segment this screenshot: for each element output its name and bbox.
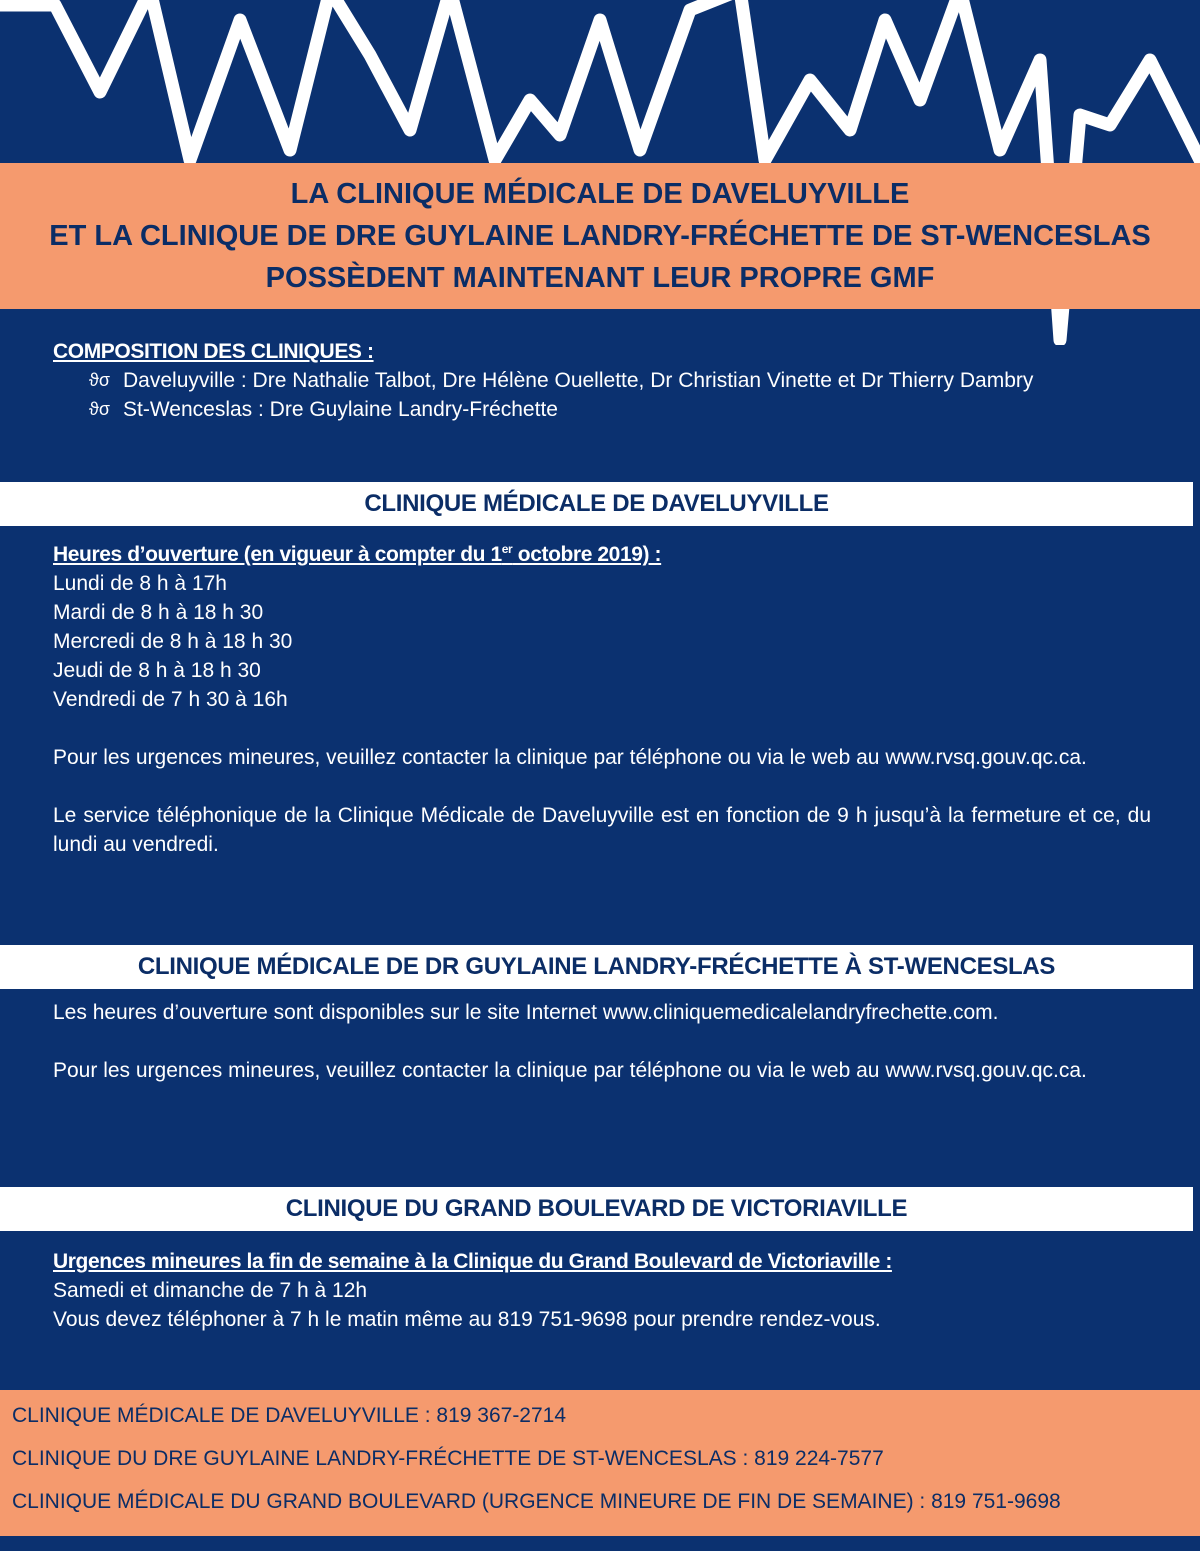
wenceslas-section (53, 998, 1151, 1085)
victoriaville-section (53, 1247, 1151, 1334)
hours-line: Mercredi de 8 h à 18 h 30 (53, 630, 293, 653)
victoriaville-heading: Urgences mineures la fin de semaine à la Clinique du Grand Boulevard de Victoriaville : (53, 1250, 892, 1273)
section-bar-victoriaville: CLINIQUE DU GRAND BOULEVARD DE VICTORIAVILLE (0, 1187, 1193, 1231)
hours-line: Vendredi de 7 h 30 à 16h (53, 688, 288, 711)
section-bar-wenceslas: CLINIQUE MÉDICALE DE DR GUYLAINE LANDRY-FRÉCHETTE À ST-WENCESLAS (0, 945, 1193, 989)
composition-item-text: Daveluyville : Dre Nathalie Talbot, Dre Hélène Ouellette, Dr Christian Vinette et Dr Thierry Dambry (123, 369, 1034, 392)
daveluyville-section (53, 540, 1151, 859)
composition-section (53, 337, 1151, 424)
composition-item (53, 366, 1151, 395)
appointment-instructions: Vous devez téléphoner à 7 h le matin même au 819 751-9698 pour prendre rendez-vous. (53, 1308, 881, 1331)
weekend-hours: Samedi et dimanche de 7 h à 12h (53, 1279, 368, 1302)
banner-line-1: LA CLINIQUE MÉDICALE DE DAVELUYVILLE (290, 178, 910, 210)
hours-line: Mardi de 8 h à 18 h 30 (53, 601, 264, 624)
hours-heading: Heures d’ouverture (en vigueur à compter du 1er octobre 2019) : (53, 542, 662, 566)
contact-line: CLINIQUE DU DRE GUYLAINE LANDRY-FRÉCHETTE DE ST-WENCESLAS : 819 224-7577 (12, 1447, 884, 1470)
main-banner (0, 163, 1200, 309)
urgences-text: Pour les urgences mineures, veuillez contacter la clinique par téléphone ou via le web au www.rvsq.gouv.qc.ca. (53, 746, 1087, 769)
composition-heading: COMPOSITION DES CLINIQUES : (53, 340, 374, 363)
hours-line: Jeudi de 8 h à 18 h 30 (53, 659, 261, 682)
urgences-text: Pour les urgences mineures, veuillez contacter la clinique par téléphone ou via le web au www.rvsq.gouv.qc.ca. (53, 1059, 1087, 1082)
contact-line: CLINIQUE MÉDICALE DE DAVELUYVILLE : 819 367-2714 (12, 1404, 567, 1427)
bullet-icon: ϑσ (89, 370, 110, 390)
composition-item (53, 395, 1151, 424)
wenceslas-hours-text: Les heures d’ouverture sont disponibles sur le site Internet www.cliniquemedicalelandryfrechette.com. (53, 1001, 999, 1024)
banner-line-2: ET LA CLINIQUE DE DRE GUYLAINE LANDRY-FRÉCHETTE DE ST-WENCESLAS (49, 220, 1151, 252)
contact-line: CLINIQUE MÉDICALE DU GRAND BOULEVARD (URGENCE MINEURE DE FIN DE SEMAINE) : 819 751-9698 (12, 1490, 1061, 1513)
hours-line: Lundi de 8 h à 17h (53, 572, 227, 595)
telephone-service-text: Le service téléphonique de la Clinique Médicale de Daveluyville est en fonction de 9 h jusqu’à la fermeture et ce, du lundi au vendredi. (53, 804, 1151, 856)
contact-footer (0, 1390, 1200, 1536)
banner-line-3: POSSÈDENT MAINTENANT LEUR PROPRE GMF (265, 262, 935, 294)
composition-item-text: St-Wenceslas : Dre Guylaine Landry-Fréchette (123, 398, 558, 421)
bullet-icon: ϑσ (89, 399, 110, 419)
section-bar-daveluyville: CLINIQUE MÉDICALE DE DAVELUYVILLE (0, 482, 1193, 526)
